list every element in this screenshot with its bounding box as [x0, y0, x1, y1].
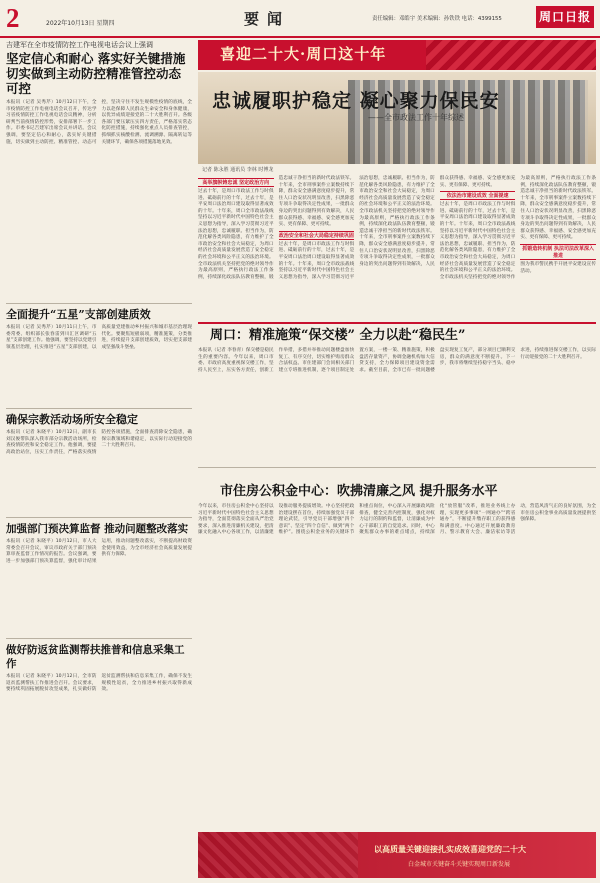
article-headline: 加强部门预决算监督 推动问题整改落实: [6, 523, 189, 535]
article-body: 本报讯（记者 朱晓平）10月12日，副市长刘汉俊带队深入我市部分宗教活动场所，检查疫情防控和安全稳定工作。他强调，要提高政治站位，压实工作责任，严格落实疫情防控各项措施，全面排查消除安全隐患，确保宗教领域和谐稳定，以实际行动迎接党的二十大胜利召开。: [6, 430, 192, 455]
feature-subhead: 依法治市建设成效 全面提速: [440, 191, 516, 200]
feature-paragraph: 过去十年，是周口市政法工作与时俱进、砥砺前行的十年，过去十年，是平安周口法治周口建设取得显著成效的十年。十年来，周口全市政法战线坚持以习近平新时代中国特色社会主义思想为指导，深入学习贯彻习近平法治思想，忠诚履职、担当作为，防范化解各类风险隐患，有力维护了全市政治安全和社会大局稳定，为周口经济社会高质量发展营造了安全稳定的社会环境和公平正义的法治环境。全市政法机关坚持把党的绝对领导作为最高原则，严格执行政法工作条例，持续深化政法队伍教育整顿，锻造忠诚干净担当的新时代政法铁军。十年来，全市刑事案件立案数持续下降，群众安全感满意度稳步提升，常住人口治安状况明显改善，扫黑除恶专项斗争取得决定性成果，一批群众身边的突出问题得到有效解决，人民群众获得感、幸福感、安全感更加充实、更有保障、更可持续。: [278, 176, 516, 280]
feature-headline: 忠诚履职护稳定 凝心聚力保民安: [212, 90, 500, 112]
footer-banner: [198, 832, 596, 878]
page-number: 2: [6, 3, 20, 33]
article-party-branch: [6, 308, 192, 409]
section-title: 要闻: [244, 10, 291, 28]
article-epidemic: [6, 40, 192, 304]
banner-decoration: [426, 40, 596, 70]
feature-photo: [198, 72, 596, 164]
article-headline: 确保宗教活动场所安全稳定: [6, 413, 138, 426]
footer-slogan: 以高质量关键迎接扎实成效喜迎党的二十大: [374, 845, 526, 854]
feature-body: [198, 176, 596, 322]
article-body: 今年以来，市住房公积金中心坚持以习近平新时代中国特色社会主义思想为指导，全面贯彻落实全面从严治党要求，深入推进清廉机关建设，把清廉文化融入中心各项工作，以清廉建设推动服务提质增效。中心坚持把政治建设摆在首位，持续加强党员干部理论武装，引导党员干部增强“四个意识”、坚定“四个自信”、做到“两个维护”。围绕公积金业务的关键环节和重点岗位，中心深入开展廉政风险排查，健全完善内控制度，强化对权力运行的制约和监督，让清廉成为中心干部职工的自觉追求。同时，中心聚焦群众办事的难点堵点，持续深化“放管服”改革，推进业务线上办理，实现更多事项“一网通办”“跨省通办”，不断提升缴存职工的获得感和满意度。中心通过开展廉政教育月、警示教育大会、廉洁家访等活动，营造风清气正的良好氛围，为全市住房公积金事业高质量发展提供坚强保障。: [198, 504, 596, 536]
feature-paragraph: 过去十年，是周口市政法工作与时俱进、砥砺前行的十年，过去十年，是平安周口法治周口建设取得显著成效的十年。十年来，周口全市政法战线坚持以习近平新时代中国特色社会主义思想为指导，深入学习贯彻习近平法治思想，忠诚履职、担当作为，防范化解各类风险隐患，有力维护了全市政治安全和社会大局稳定，为周口经济社会高质量发展营造了安全稳定的社会环境和公平正义的法治环境。全市政法机关坚持把党的绝对领导作为最高原则，严格执行政法工作条例，持续深化政法队伍教育整顿，锻造忠诚干净担当的新时代政法铁军。十年来，全市刑事案件立案数持续下降，群众安全感满意度稳步提升，常住人口治安状况明显改善，扫黑除恶专项斗争取得决定性成果，一批群众身边的突出问题得到有效解决，人民群众获得感、幸福感、安全感更加充实、更有保障、更可持续。: [198, 176, 355, 280]
feature-caption: 图为我市警民携手开展平安建设宣传活动。: [520, 261, 596, 274]
article-headline: 做好防返贫监测帮扶推普和信息采集工作: [6, 644, 185, 670]
feature-paragraph: 过去十年，是周口市政法工作与时俱进、砥砺前行的十年，过去十年，是平安周口法治周口建设取得显著成效的十年。十年来，周口全市政法战线坚持以习近平新时代中国特色社会主义思想为指导，深入学习贯彻习近平法治思想，忠诚履职、担当作为，防范化解各类风险隐患，有力维护了全市政治安全和社会大局稳定，为周口经济社会高质量发展营造了安全稳定的社会环境和公平正义的法治环境。全市政法机关坚持把党的绝对领导作为最高原则，严格执行政法工作条例，持续深化政法队伍教育整顿，锻造忠诚干净担当的新时代政法铁军。十年来，全市刑事案件立案数持续下降，群众安全感满意度稳步提升，常住人口治安状况明显改善，扫黑除恶专项斗争取得决定性成果，一批群众身边的突出问题得到有效解决，人民群众获得感、幸福感、安全感更加充实、更有保障、更可持续。: [439, 176, 596, 280]
article-headline: 全面提升“五星”支部创建质效: [6, 308, 151, 321]
banner-title: 喜迎二十大·周口这十年: [220, 45, 387, 63]
editor-credits: 责任编辑：邓皓宇 美术编辑：孙铁铁 电话：4399155: [372, 16, 502, 22]
article-housing-delivery: [198, 328, 596, 468]
masthead: [0, 0, 600, 38]
newspaper-logo: 周口日报: [536, 6, 594, 28]
article-body: 本报讯（记者 吴秀芹）10月11日上午，市委常委、组织部长张春雷到川汇区调研“五星”支部创建工作。他强调，要坚持以党建引领基层治理，扎实推进“五星”支部创建，以高质量党建推动乡村振兴和城市基层治理现代化。要聚焦短板弱项，精准施策，分类推进，持续提升支部创建质效，切实把支部建成坚强战斗堡垒。: [6, 325, 192, 350]
article-housing-fund: [198, 484, 596, 814]
article-headline: 市住房公积金中心：吹拂清廉之风 提升服务水平: [220, 484, 498, 499]
article-headline: 坚定信心和耐心 落实好关键措施 切实做到主动防控精准管控动态可控: [6, 51, 186, 96]
special-banner: [198, 40, 596, 70]
article-body: 本报讯（记者 朱晓平）10月12日，全市防返贫监测帮扶工作推进会召开。会议要求，要持续巩固拓展脱贫攻坚成果，扎实做好防返贫监测帮扶和信息采集工作，确保不发生规模性返贫，全力推进乡村振兴取得新成效。: [6, 674, 192, 693]
footer-decoration: [198, 832, 358, 878]
feature-subhead: 政治安全和社会大局稳定持续巩固: [278, 232, 354, 239]
article-poverty: [6, 643, 192, 771]
article-body: 本报讯（记者 吴秀芹）10月12日下午，全市疫情防控工作电视电话会议召开，传达学习省疫情防控工作电视电话会议精神，分析研判当前疫情防控形势，安排部署下一步工作。市委书记吉建军出席会议并讲话。会议强调，要坚定信心和耐心，落实好关键措施，切实做到主动防控、精准管控、动态可控，坚决守住不发生规模性疫情的底线，全力以赴保障人民群众生命安全和身体健康，以优异成绩迎接党的二十大胜利召开。各级各部门要压紧压实四方责任，严格落实常态化防控措施，持续强化重点人员排查管控，抓细抓实核酸检测、流调溯源、隔离转运等关键环节，确保各项措施落地见效。: [6, 100, 192, 145]
feature-subhead: 抓锻造转机制 执法司法改革深入推进: [522, 245, 595, 259]
footer-subslogan: 白金城市关键奋斗关键实现周口新发展: [408, 861, 511, 868]
article-body: 本报讯（记者 朱晓平）10月12日，市人大常委会召开会议，审议市政府关于部门预决算审查监督工作情况的报告。会议强调，要进一步加强部门预决算监督，强化审计结果运用，推动问题整改落实，不断提高财政资金使用效益，为全市经济社会高质量发展提供有力保障。: [6, 539, 192, 564]
left-column: [6, 40, 192, 775]
feature-article: [198, 72, 596, 324]
article-kicker: 吉建军在全市疫情防控工作电视电话会议上强调: [6, 41, 153, 49]
article-budget: [6, 522, 192, 639]
feature-subtitle: ——全市政法工作十年综述: [368, 113, 464, 122]
feature-subhead: 高举旗帜铸忠诚 坚定政治方向: [198, 178, 274, 187]
article-headline: 周口：精准施策“保交楼” 全力以赴“稳民生”: [210, 328, 466, 343]
issue-date: 2022年10月13日 星期四: [46, 20, 115, 27]
feature-byline: 记者 陈永胜 通讯员 李林 时博龙: [202, 167, 274, 173]
article-religion: [6, 413, 192, 518]
article-body: 本报讯（记者 李春青）保交楼是稳民生的重要内容。今年以来，周口市委、市政府高度重视保交楼工作，坚持人民至上，压实各方责任，创新工作举措，多措并举推动问题楼盘加快复工、有序交付，切实维护购房群众合法权益。市住建部门会同相关部门建立专班推进机制，逐个项目制定处置方案，一楼一策、精准施策，积极盘活存量资产，协调金融机构加大信贷支持，全力保障项目建设资金需求。截至目前，全市已有一批问题楼盘实现复工复产，部分项目已顺利交房，群众的满意度不断提升。下一步，我市将继续坚持稳字当头、稳中求进，持续推进保交楼工作，以实际行动迎接党的二十大胜利召开。: [198, 348, 596, 373]
